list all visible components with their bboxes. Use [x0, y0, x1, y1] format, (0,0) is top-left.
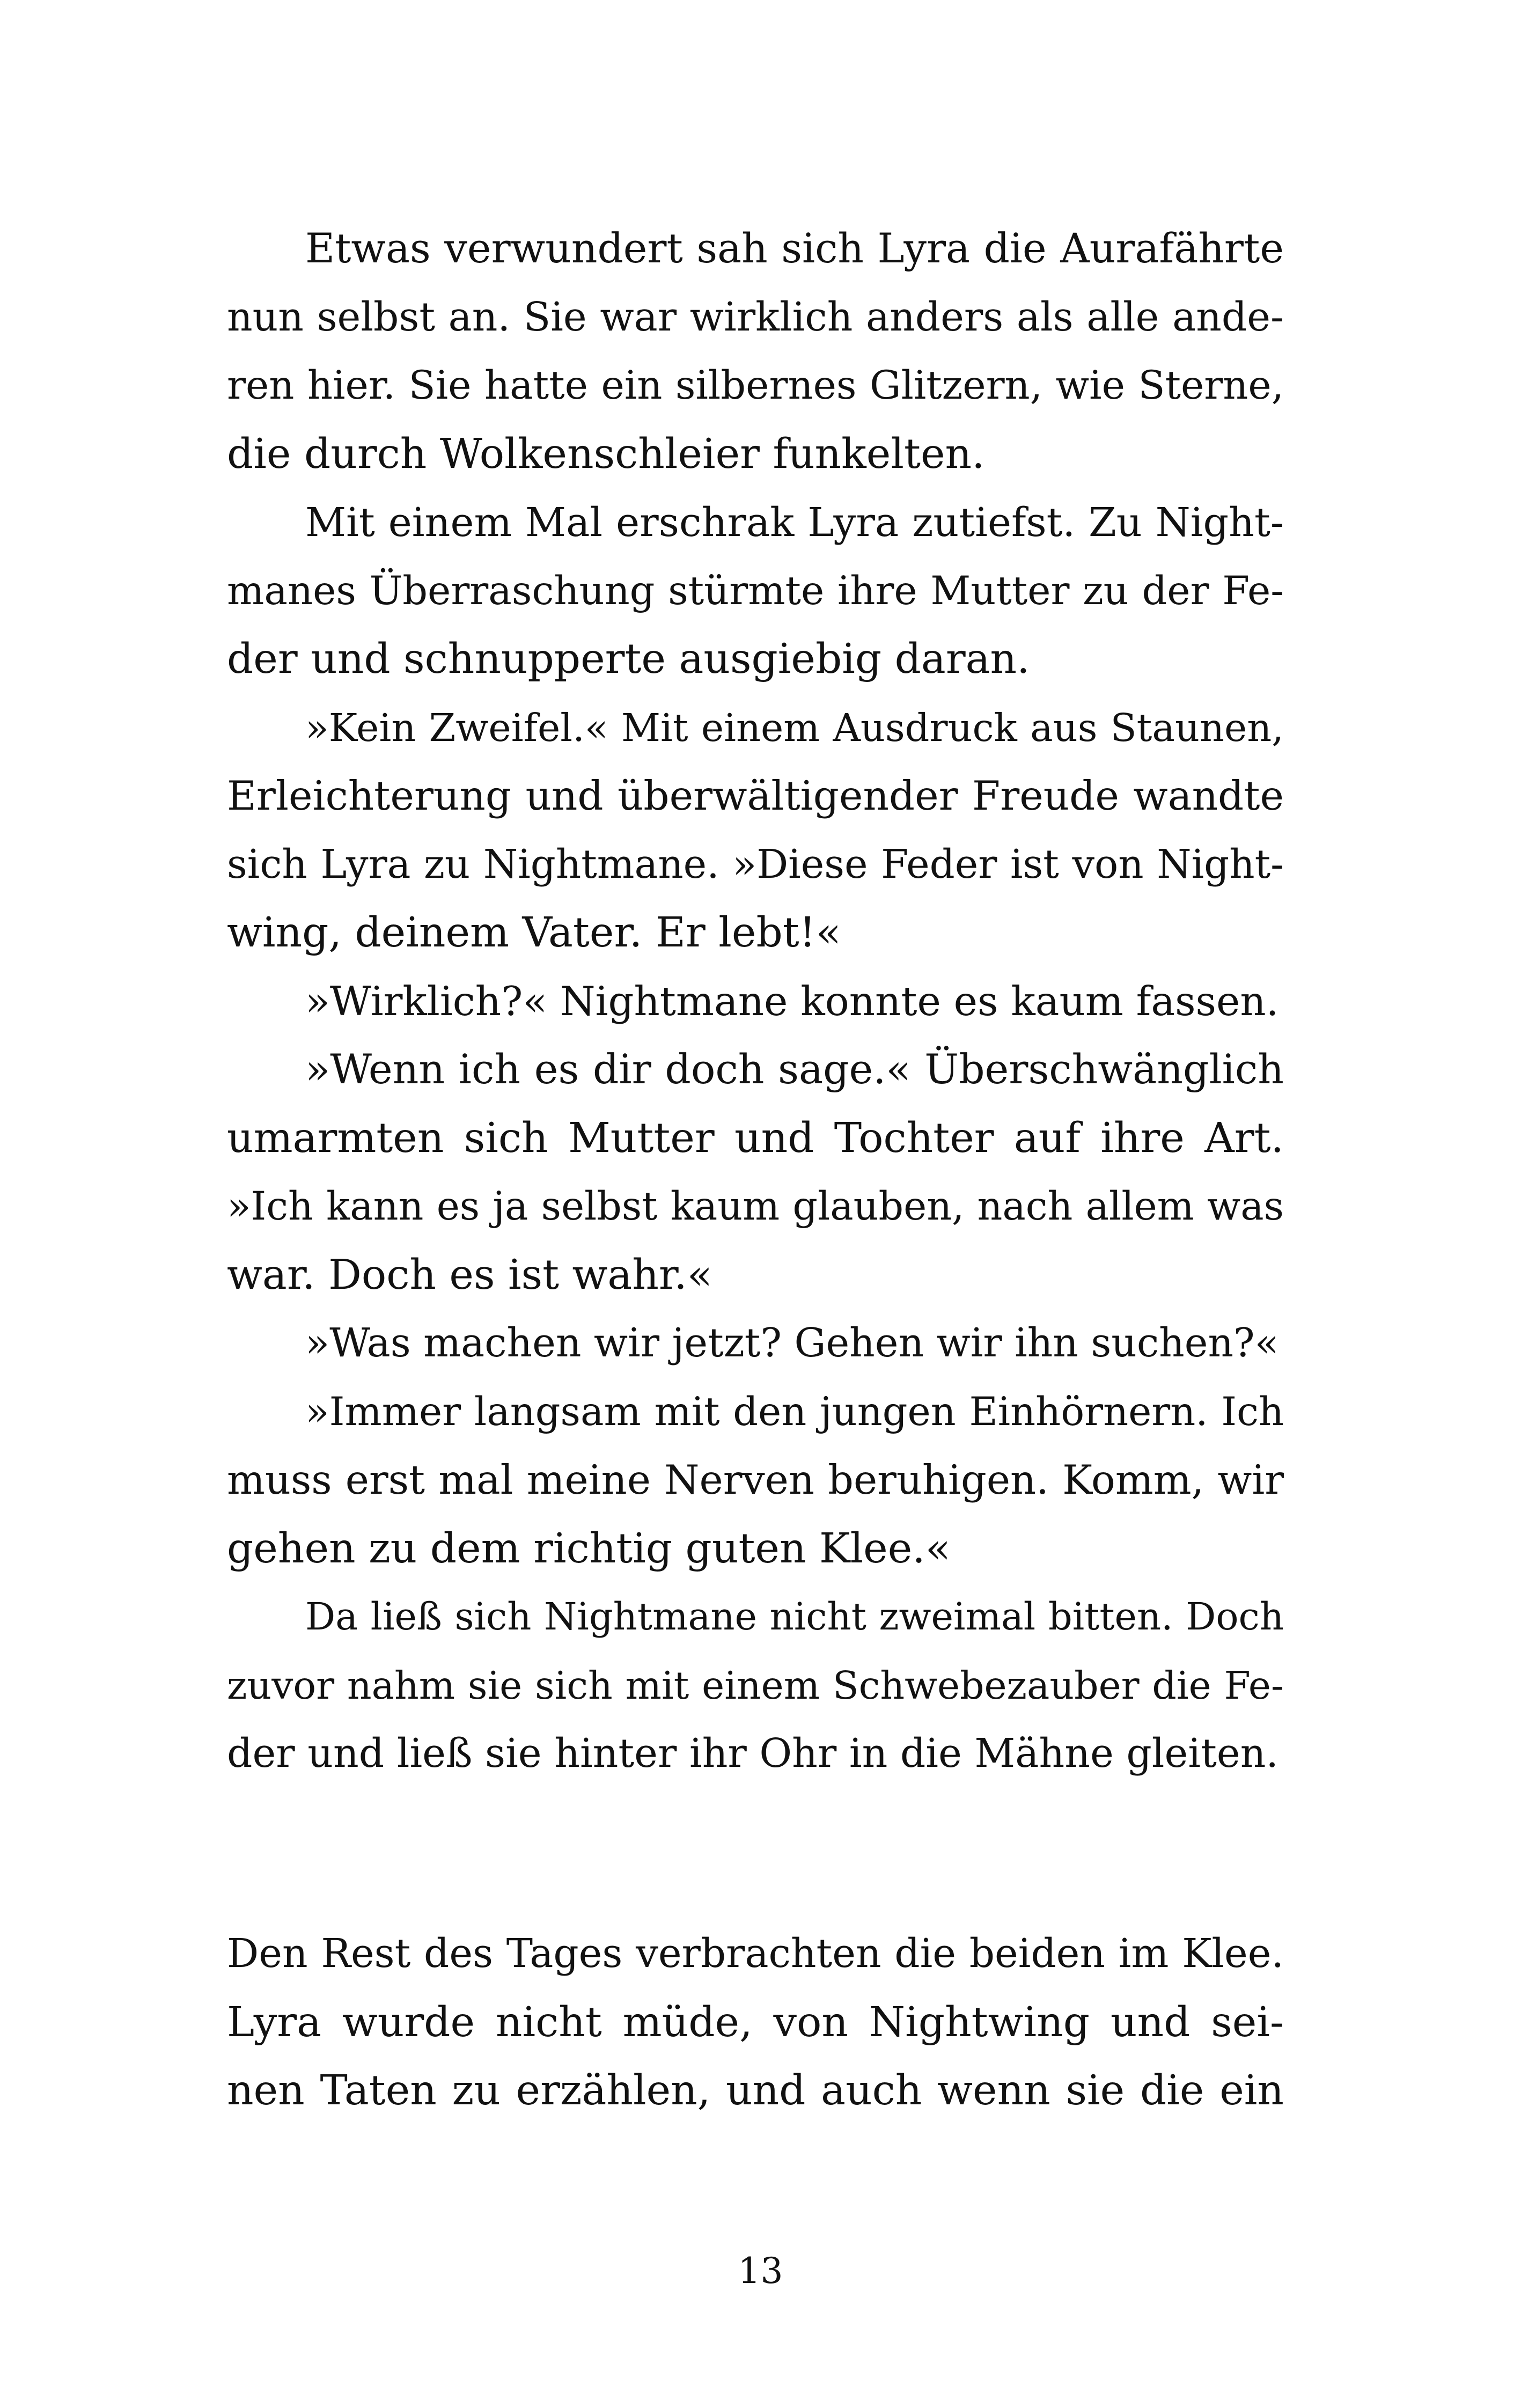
- text-line: wing, deinem Vater. Er lebt!«: [227, 909, 841, 957]
- paragraph: [227, 215, 1284, 488]
- paragraph: [227, 1378, 1284, 1583]
- text-line: »Was machen wir jetzt? Gehen wir ihn suchen?«: [305, 1320, 1279, 1366]
- paragraph: [227, 694, 1284, 967]
- text-line: Den Rest des Tages verbrachten die beiden im Klee.: [227, 1930, 1284, 1977]
- text-line: nen Taten zu erzählen, und auch wenn sie die ein: [227, 2067, 1284, 2115]
- text-line: der und schnupperte ausgiebig daran.: [227, 635, 1030, 683]
- text-line: Da ließ sich Nightmane nicht zweimal bitten. Doch: [305, 1595, 1284, 1639]
- paragraph: [227, 1920, 1284, 2125]
- text-line: nun selbst an. Sie war wirklich anders als alle ande-: [227, 293, 1284, 340]
- text-line: ren hier. Sie hatte ein silbernes Glitzern, wie Sterne,: [227, 363, 1284, 408]
- text-line: »Ich kann es ja selbst kaum glauben, nach allem was: [227, 1184, 1284, 1229]
- text-line: die durch Wolkenschleier funkelten.: [227, 430, 985, 478]
- paragraph: [227, 967, 1284, 1036]
- text-line: »Wirklich?« Nightmane konnte es kaum fassen.: [305, 977, 1279, 1025]
- text-line: gehen zu dem richtig guten Klee.«: [227, 1524, 951, 1573]
- paragraph: [227, 1036, 1284, 1309]
- text-line: »Kein Zweifel.« Mit einem Ausdruck aus Staunen,: [305, 705, 1284, 750]
- text-line: muss erst mal meine Nerven beruhigen. Komm, wir: [227, 1457, 1284, 1503]
- text-line: war. Doch es ist wahr.«: [227, 1251, 712, 1299]
- text-line: Lyra wurde nicht müde, von Nightwing und sei-: [227, 1998, 1284, 2046]
- paragraph: [227, 1309, 1284, 1378]
- text-line: umarmten sich Mutter und Tochter auf ihre Art.: [227, 1114, 1284, 1162]
- text-line: der und ließ sie hinter ihr Ohr in die Mähne gleiten.: [227, 1730, 1278, 1776]
- text-line: Mit einem Mal erschrak Lyra zutiefst. Zu Night-: [305, 499, 1284, 546]
- text-section-1: [227, 215, 1284, 1788]
- text-line: sich Lyra zu Nightmane. »Diese Feder ist von Night-: [227, 841, 1284, 887]
- text-line: Etwas verwundert sah sich Lyra die Aurafährte: [305, 225, 1284, 272]
- page-number: 13: [738, 2250, 783, 2292]
- paragraph: [227, 488, 1284, 694]
- paragraph: [227, 1583, 1284, 1788]
- text-line: manes Überraschung stürmte ihre Mutter zu der Fe-: [227, 568, 1284, 614]
- text-line: zuvor nahm sie sich mit einem Schwebezauber die Fe-: [227, 1663, 1284, 1708]
- text-line: Erleichterung und überwältigender Freude wandte: [227, 772, 1284, 819]
- text-line: »Immer langsam mit den jungen Einhörnern. Ich: [305, 1389, 1284, 1435]
- text-line: »Wenn ich es dir doch sage.« Überschwänglich: [305, 1046, 1284, 1093]
- text-section-2: [227, 1920, 1284, 2125]
